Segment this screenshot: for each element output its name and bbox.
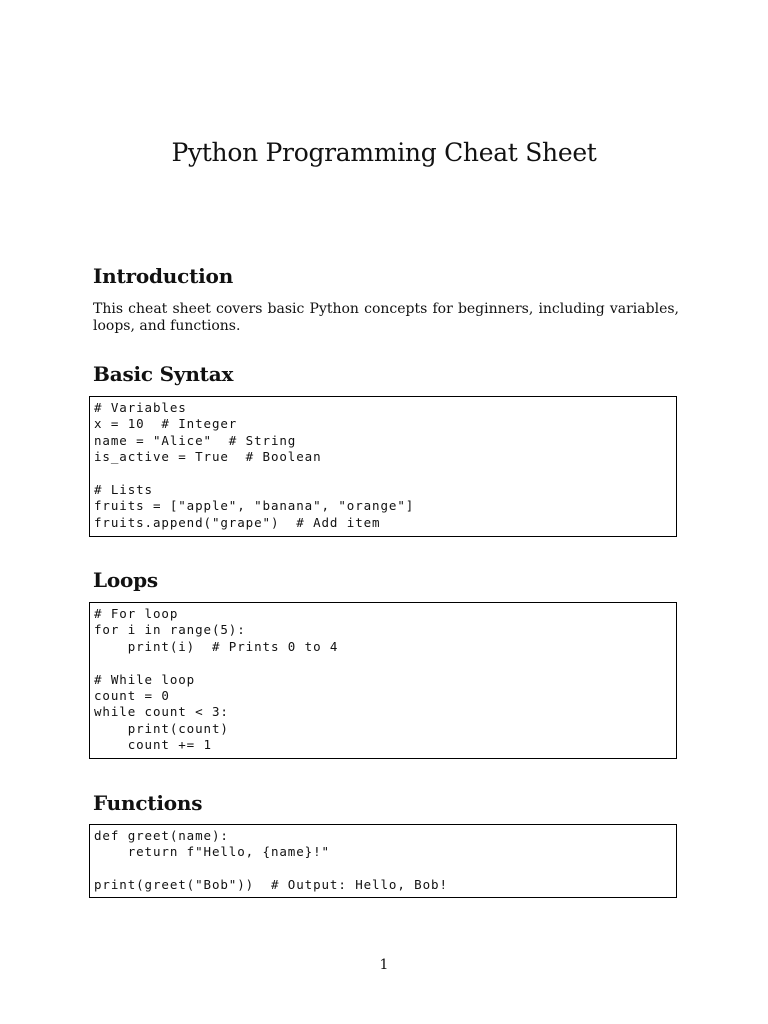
introduction-paragraph: This cheat sheet covers basic Python concepts for beginners, including variables, loops, and functions. xyxy=(93,301,679,334)
code-block-functions: def greet(name): return f"Hello, {name}!" print(greet("Bob")) # Output: Hello, Bob! xyxy=(89,824,677,898)
page-title: Python Programming Cheat Sheet xyxy=(171,138,597,167)
heading-basic-syntax: Basic Syntax xyxy=(93,362,234,386)
code-block-loops: # For loop for i in range(5): print(i) # Prints 0 to 4 # While loop count = 0 while count < 3: print(count) count += 1 xyxy=(89,602,677,759)
heading-loops: Loops xyxy=(93,568,158,592)
heading-functions: Functions xyxy=(93,791,203,815)
page-number: 1 xyxy=(379,957,389,973)
heading-introduction: Introduction xyxy=(93,264,234,288)
code-block-basic-syntax: # Variables x = 10 # Integer name = "Alice" # String is_active = True # Boolean # Lists fruits = ["apple", "banana", "orange"] fruits.append("grape") # Add item xyxy=(89,396,677,537)
